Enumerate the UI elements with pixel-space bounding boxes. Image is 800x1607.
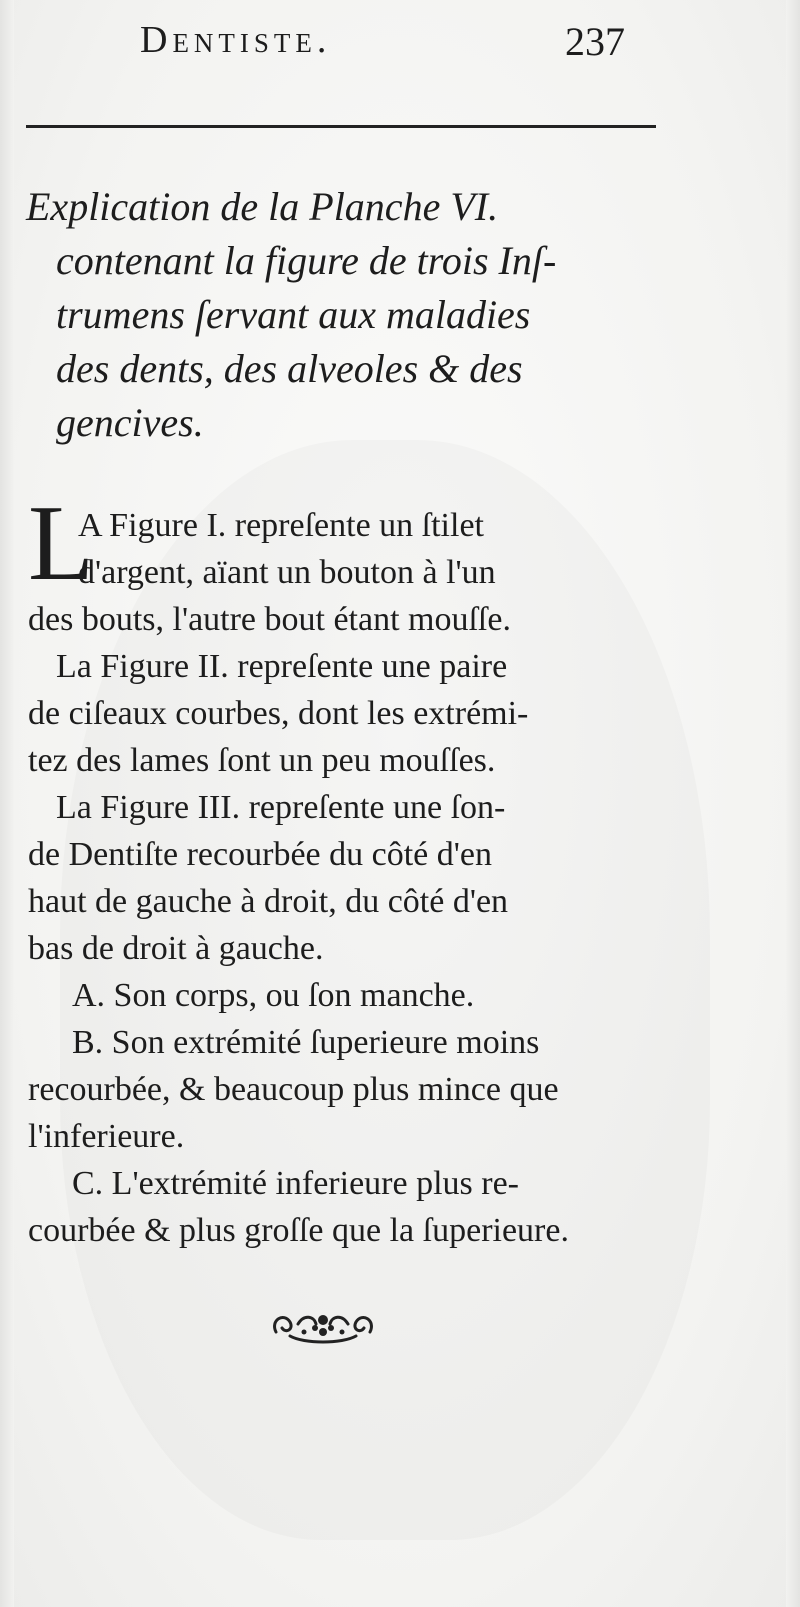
body-line: A. Son corps, ou ſon manche. xyxy=(72,977,475,1014)
body-line: bas de droit à gauche. xyxy=(28,930,324,967)
body-text xyxy=(28,502,660,1254)
caption-line: des dents, des alveoles & des xyxy=(56,346,523,391)
body-line: C. L'extrémité inferieure plus re- xyxy=(72,1165,519,1202)
body-line: B. Son extrémité ſuperieure moins xyxy=(72,1024,540,1061)
caption-line: Explication de la Planche VI. xyxy=(26,184,499,229)
plate-caption xyxy=(26,180,666,450)
body-line: tez des lames ſont un peu mouſſes. xyxy=(28,742,496,779)
body-line: d'argent, aïant un bouton à l'un xyxy=(78,554,496,591)
body-line: l'inferieure. xyxy=(28,1118,185,1155)
right-page-edge xyxy=(786,0,800,1607)
running-head: Dentiste. xyxy=(140,19,332,61)
body-line: haut de gauche à droit, du côté d'en xyxy=(28,883,509,920)
caption-line: trumens ſervant aux maladies xyxy=(56,292,531,337)
body-line: courbée & plus groſſe que la ſuperieure. xyxy=(28,1212,569,1249)
header-rule xyxy=(26,125,656,128)
left-page-edge xyxy=(0,0,14,1607)
fleuron-ornament-icon xyxy=(268,1302,378,1350)
caption-line: gencives. xyxy=(56,400,204,445)
body-line: A Figure I. repreſente un ſtilet xyxy=(78,507,484,544)
page-header xyxy=(0,18,800,78)
caption-line: contenant la figure de trois Inſ- xyxy=(56,238,557,283)
body-line: de ciſeaux courbes, dont les extrémi- xyxy=(28,695,529,732)
fleuron-ornament-icon xyxy=(268,1302,378,1350)
drop-cap: L xyxy=(28,484,94,603)
page-number: 237 xyxy=(565,19,625,64)
body-line: La Figure II. repreſente une paire xyxy=(56,648,508,685)
body-line: La Figure III. repreſente une ſon- xyxy=(56,789,506,826)
body-line: des bouts, l'autre bout étant mouſſe. xyxy=(28,601,511,638)
body-line: de Dentiſte recourbée du côté d'en xyxy=(28,836,492,873)
body-line: recourbée, & beaucoup plus mince que xyxy=(28,1071,559,1108)
